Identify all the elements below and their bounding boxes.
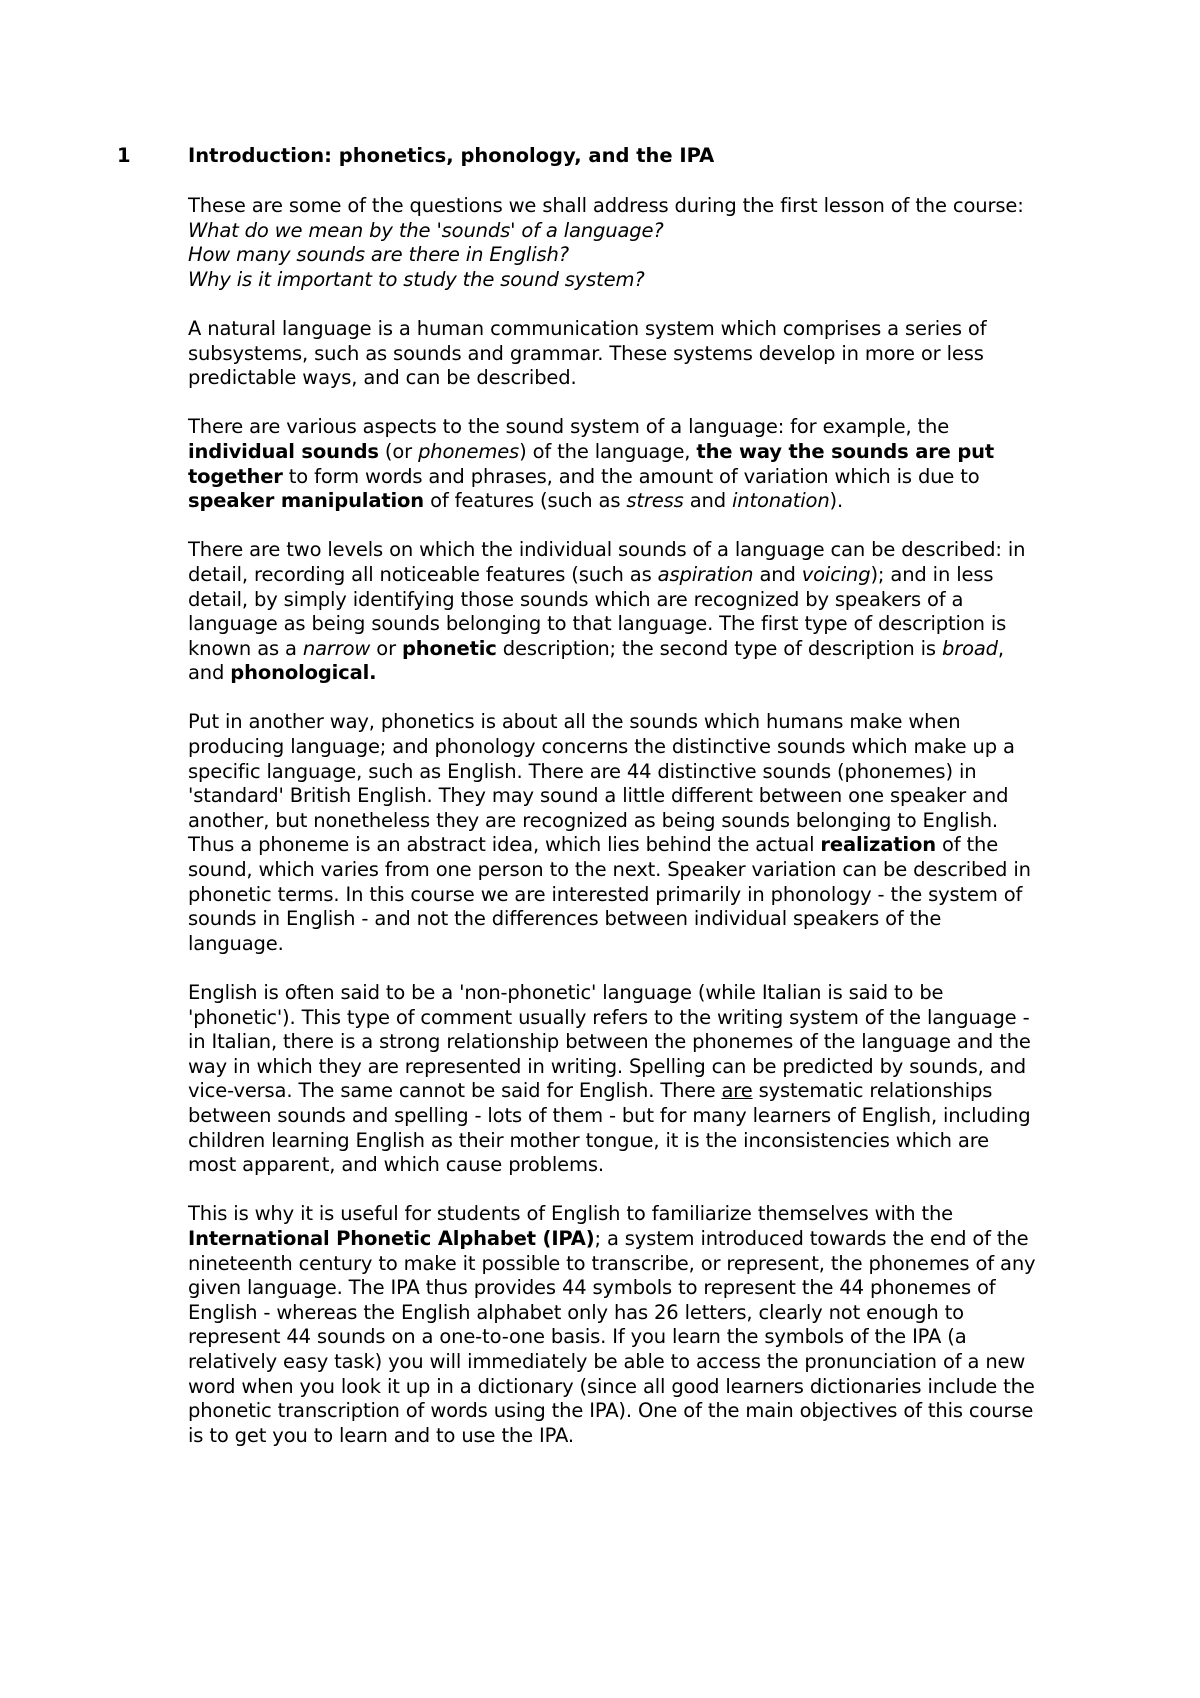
text-line: predictable ways, and can be described.	[188, 366, 577, 390]
term-phonological: phonological.	[230, 661, 377, 685]
text-run: detail, recording all noticeable features (such as	[188, 562, 658, 586]
text-line: relatively easy task) you will immediately be able to access the pronunciation of a new	[188, 1349, 1026, 1373]
text-line: English - whereas the English alphabet only has 26 letters, clearly not enough to	[188, 1300, 964, 1324]
text-line	[188, 637, 1108, 662]
term-broad: broad	[941, 636, 998, 660]
text-line	[188, 440, 1108, 465]
text-line: A natural language is a human communication system which comprises a series of	[188, 316, 987, 340]
section-number: 1	[117, 144, 131, 167]
text-line: nineteenth century to make it possible to transcribe, or represent, the phonemes of any	[188, 1251, 1036, 1275]
question-1: What do we mean by the 'sounds' of a language?	[188, 218, 664, 242]
text-line: There are various aspects to the sound system of a language: for example, the	[188, 415, 950, 439]
text-run: ).	[829, 489, 844, 513]
paragraph-natural-language	[188, 317, 1108, 391]
text-line	[188, 1227, 1108, 1252]
text-line	[188, 563, 1108, 588]
text-run: ,	[997, 636, 1004, 660]
paragraph-two-levels	[188, 538, 1108, 686]
text-line: most apparent, and which cause problems.	[188, 1153, 604, 1177]
text-run: Thus a phoneme is an abstract idea, which lies behind the actual	[188, 833, 821, 857]
question-2: How many sounds are there in English?	[188, 243, 569, 267]
text-line	[188, 1079, 1108, 1104]
text-run: and	[753, 562, 802, 586]
term-intonation: intonation	[732, 489, 830, 513]
term-together: together	[188, 464, 283, 488]
term-realization: realization	[820, 833, 936, 857]
document-body	[188, 194, 1108, 1473]
text-line: subsystems, such as sounds and grammar. These systems develop in more or less	[188, 341, 984, 365]
text-line	[188, 833, 1108, 858]
text-run: ) of the language,	[519, 439, 697, 463]
paragraph-non-phonetic	[188, 981, 1108, 1178]
text-line: given language. The IPA thus provides 44 symbols to represent the 44 phonemes of	[188, 1276, 996, 1300]
term-narrow: narrow	[302, 636, 371, 660]
text-line	[188, 465, 1108, 490]
text-run: or	[370, 636, 402, 660]
text-line	[188, 489, 1108, 514]
text-line: represent 44 sounds on a one-to-one basis. If you learn the symbols of the IPA (a	[188, 1325, 967, 1349]
term-phonemes: phonemes	[418, 439, 520, 463]
text-run: ); and in less	[870, 562, 994, 586]
term-ipa: International Phonetic Alphabet (IPA)	[188, 1226, 595, 1250]
text-run: to form words and phrases, and the amount of variation which is due to	[282, 464, 980, 488]
text-run: systematic relationships	[752, 1079, 993, 1103]
term-phonetic: phonetic	[401, 636, 497, 660]
paragraph-aspects	[188, 415, 1108, 513]
text-run: and	[683, 489, 733, 513]
text-line: producing language; and phonology concerns the distinctive sounds which make up a	[188, 735, 1015, 759]
term-individual-sounds: individual sounds	[188, 439, 379, 463]
text-line: word when you look it up in a dictionary (since all good learners dictionaries include the	[188, 1374, 1035, 1398]
question-3: Why is it important to study the sound system?	[188, 267, 645, 291]
text-line: way in which they are represented in writing. Spelling can be predicted by sounds, and	[188, 1054, 1027, 1078]
text-run: ; a system introduced towards the end of the	[594, 1226, 1029, 1250]
text-line	[188, 661, 1108, 686]
term-aspiration: aspiration	[657, 562, 754, 586]
text-line: phonetic terms. In this course we are interested primarily in phonology - the system of	[188, 882, 1023, 906]
text-line: English is often said to be a 'non-phonetic' language (while Italian is said to be	[188, 981, 944, 1004]
paragraph-questions	[188, 194, 1108, 292]
text-line: language as being sounds belonging to that language. The first type of description is	[188, 612, 1007, 636]
text-line: is to get you to learn and to use the IPA.	[188, 1423, 574, 1447]
paragraph-ipa	[188, 1202, 1108, 1448]
section-title: Introduction: phonetics, phonology, and the IPA	[188, 144, 715, 167]
text-line: detail, by simply identifying those sounds which are recognized by speakers of a	[188, 587, 964, 611]
paragraph-another-way	[188, 710, 1108, 956]
text-line: There are two levels on which the individual sounds of a language can be described: in	[188, 538, 1026, 562]
text-line: sounds in English - and not the differences between individual speakers of the	[188, 907, 942, 931]
term-speaker-manipulation: speaker manipulation	[188, 489, 425, 513]
text-line: specific language, such as English. There are 44 distinctive sounds (phonemes) in	[188, 759, 977, 783]
text-line: in Italian, there is a strong relationship between the phonemes of the language and the	[188, 1030, 1031, 1054]
questions-intro: These are some of the questions we shall address during the first lesson of the course:	[188, 194, 1024, 217]
term-voicing: voicing	[801, 562, 871, 586]
text-run: description; the second type of description is	[496, 636, 942, 660]
text-run: and	[188, 661, 231, 685]
text-run: (or	[378, 439, 419, 463]
text-line: Put in another way, phonetics is about all the sounds which humans make when	[188, 710, 961, 734]
text-line: between sounds and spelling - lots of them - but for many learners of English, including	[188, 1103, 1031, 1127]
text-line: language.	[188, 931, 284, 955]
text-line: 'phonetic'). This type of comment usually refers to the writing system of the language -	[188, 1005, 1030, 1029]
text-line: sound, which varies from one person to the next. Speaker variation can be described in	[188, 858, 1031, 882]
text-line: another, but nonetheless they are recognized as being sounds belonging to English.	[188, 808, 998, 832]
text-run: of features (such as	[424, 489, 627, 513]
text-run: vice-versa. The same cannot be said for English. There	[188, 1079, 722, 1103]
text-line: phonetic transcription of words using the IPA). One of the main objectives of this course	[188, 1399, 1034, 1423]
text-run: known as a	[188, 636, 303, 660]
underlined-are: are	[721, 1079, 753, 1103]
term-way-sounds-put: the way the sounds are put	[696, 439, 995, 463]
text-line: This is why it is useful for students of English to familiarize themselves with the	[188, 1202, 954, 1226]
text-run: of the	[935, 833, 999, 857]
text-line: 'standard' British English. They may sound a little different between one speaker and	[188, 784, 1009, 808]
term-stress: stress	[626, 489, 684, 513]
text-line: children learning English as their mother tongue, it is the inconsistencies which are	[188, 1128, 989, 1152]
